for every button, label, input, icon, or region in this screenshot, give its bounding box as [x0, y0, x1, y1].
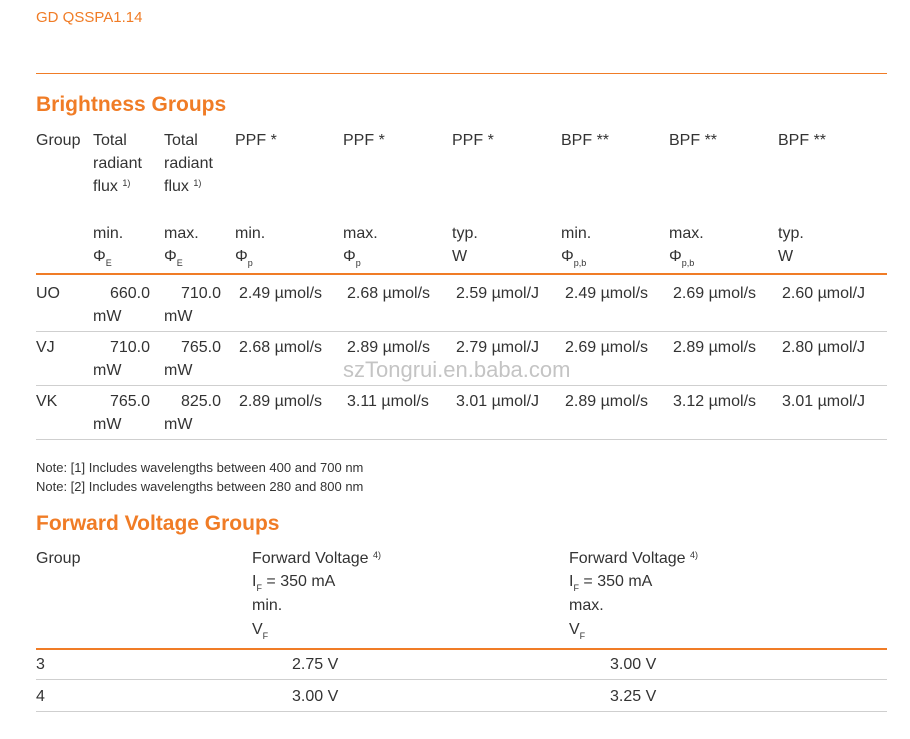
header-line: PPF *: [343, 132, 385, 149]
test-condition: = 350 mA: [583, 573, 653, 590]
header-subscript: p: [355, 258, 361, 268]
header-line: Forward Voltage: [252, 550, 369, 567]
unit: mW: [93, 416, 122, 433]
header-limit: typ.: [452, 225, 478, 242]
unit: mW: [93, 362, 122, 379]
bpf-typ-value: 3.01 µmol/J: [782, 393, 866, 410]
bpf-typ-value: 2.60 µmol/J: [782, 285, 866, 302]
row-group: VK: [36, 393, 58, 410]
header-subscript: F: [579, 631, 586, 641]
row-divider: [36, 331, 887, 332]
flux-min-value: 710.0: [109, 339, 150, 356]
header-subscript: F: [573, 583, 579, 593]
unit: mW: [164, 416, 193, 433]
header-line: PPF *: [235, 132, 277, 149]
header-limit: min.: [561, 225, 592, 242]
flux-min-value: 765.0: [109, 393, 150, 410]
forward-voltage-groups-title: Forward Voltage Groups: [36, 512, 280, 535]
header-line: BPF **: [778, 132, 827, 149]
header-line: Forward Voltage: [569, 550, 686, 567]
header-line: BPF **: [669, 132, 718, 149]
header-limit: min.: [235, 225, 266, 242]
footnote-ref: 1): [122, 178, 131, 188]
header-divider: [36, 73, 887, 74]
flux-max-value: 710.0: [180, 285, 221, 302]
header-line: Total: [164, 132, 198, 149]
header-symbol: W: [778, 248, 794, 265]
footnote-ref: 4): [372, 550, 381, 560]
unit: mW: [164, 308, 193, 325]
header-limit: min.: [252, 597, 283, 614]
bpf-typ-value: 2.80 µmol/J: [782, 339, 866, 356]
bpf-max-value: 2.69 µmol/s: [673, 285, 757, 302]
header-subscript: p,b: [681, 258, 695, 268]
header-symbol: I: [569, 573, 574, 590]
flux-max-value: 765.0: [180, 339, 221, 356]
header-subscript: E: [176, 258, 183, 268]
watermark: szTongrui.en.baba.com: [343, 357, 571, 382]
header-symbol: V: [569, 621, 580, 638]
header-limit: min.: [93, 225, 124, 242]
header-subscript: p,b: [573, 258, 587, 268]
ppf-min-value: 2.68 µmol/s: [239, 339, 323, 356]
header-line: BPF **: [561, 132, 610, 149]
header-symbol: W: [452, 248, 468, 265]
footnote-ref: 1): [193, 178, 202, 188]
ppf-min-value: 2.49 µmol/s: [239, 285, 323, 302]
header-underline: [36, 648, 887, 650]
ppf-max-value: 2.68 µmol/s: [347, 285, 431, 302]
header-subscript: F: [262, 631, 269, 641]
header-line: radiant: [164, 155, 213, 172]
header-subscript: E: [105, 258, 112, 268]
header-line: flux: [93, 178, 118, 195]
header-limit: max.: [569, 597, 604, 614]
footnote-ref: 4): [689, 550, 698, 560]
bpf-max-value: 3.12 µmol/s: [673, 393, 757, 410]
ppf-typ-value: 2.59 µmol/J: [456, 285, 540, 302]
bpf-max-value: 2.89 µmol/s: [673, 339, 757, 356]
ppf-min-value: 2.89 µmol/s: [239, 393, 323, 410]
header-symbol: Φ: [93, 248, 106, 265]
document-code: GD QSSPA1.14: [36, 9, 143, 26]
vf-max-value: 3.25 V: [610, 688, 657, 705]
row-divider: [36, 385, 887, 386]
brightness-groups-title: Brightness Groups: [36, 93, 227, 116]
vf-max-value: 3.00 V: [610, 656, 657, 673]
header-line: PPF *: [452, 132, 494, 149]
header-symbol: Φ: [343, 248, 356, 265]
header-symbol: V: [252, 621, 263, 638]
unit: mW: [164, 362, 193, 379]
flux-max-value: 825.0: [180, 393, 221, 410]
header-limit: max.: [669, 225, 704, 242]
row-divider: [36, 679, 887, 680]
header-symbol: I: [252, 573, 257, 590]
flux-min-value: 660.0: [109, 285, 150, 302]
header-limit: typ.: [778, 225, 804, 242]
bpf-min-value: 2.49 µmol/s: [565, 285, 649, 302]
header-group: Group: [36, 550, 81, 567]
vf-min-value: 3.00 V: [292, 688, 339, 705]
bpf-min-value: 2.89 µmol/s: [565, 393, 649, 410]
test-condition: = 350 mA: [266, 573, 336, 590]
table-bottom-rule: [36, 439, 887, 440]
header-symbol: Φ: [164, 248, 177, 265]
row-group: 4: [36, 688, 45, 705]
vf-min-value: 2.75 V: [292, 656, 339, 673]
header-symbol: Φ: [561, 248, 574, 265]
header-limit: max.: [343, 225, 378, 242]
row-group: 3: [36, 656, 45, 673]
header-line: Total: [93, 132, 127, 149]
bpf-min-value: 2.69 µmol/s: [565, 339, 649, 356]
ppf-typ-value: 3.01 µmol/J: [456, 393, 540, 410]
unit: mW: [93, 308, 122, 325]
header-limit: max.: [164, 225, 199, 242]
header-subscript: F: [256, 583, 262, 593]
table-bottom-rule: [36, 711, 887, 712]
header-symbol: Φ: [235, 248, 248, 265]
header-symbol: Φ: [669, 248, 682, 265]
row-group: VJ: [36, 339, 55, 356]
header-group: Group: [36, 132, 81, 149]
header-line: radiant: [93, 155, 142, 172]
ppf-max-value: 3.11 µmol/s: [347, 393, 429, 410]
header-underline: [36, 273, 887, 275]
ppf-typ-value: 2.79 µmol/J: [456, 339, 540, 356]
header-subscript: p: [247, 258, 253, 268]
header-line: flux: [164, 178, 189, 195]
footnote: Note: [1] Includes wavelengths between 400 and 700 nm: [36, 460, 364, 475]
row-group: UO: [36, 285, 60, 302]
footnote: Note: [2] Includes wavelengths between 280 and 800 nm: [36, 479, 364, 494]
ppf-max-value: 2.89 µmol/s: [347, 339, 431, 356]
